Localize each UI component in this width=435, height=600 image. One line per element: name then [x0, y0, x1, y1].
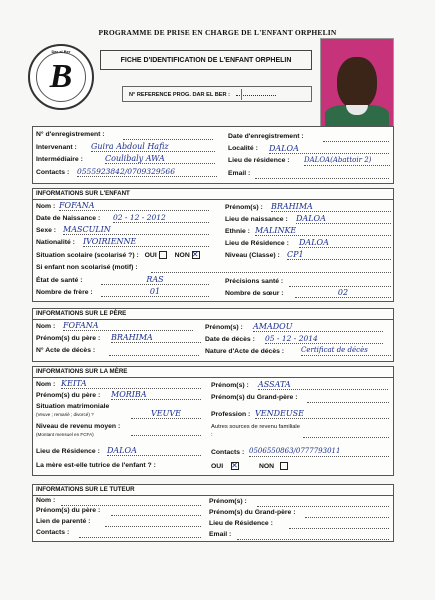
child-info-panel	[32, 188, 394, 302]
mother-revenu-hint: (Montant mensuel en FCFA)	[36, 432, 94, 437]
reference-box	[122, 86, 312, 102]
scolarise-non-label: NON	[174, 251, 190, 259]
child-residence-label: Lieu de Résidence :	[225, 240, 289, 247]
child-soeurs-value[interactable]: 02	[295, 288, 391, 298]
mother-profession-value[interactable]: VENDEUSE	[255, 409, 389, 419]
mother-info-panel	[32, 366, 394, 476]
father-nature-acte-label: Nature d'Acte de décès :	[205, 348, 285, 355]
intermediaire-label: Intermédiaire :	[36, 156, 83, 163]
mother-tutrice-options	[211, 462, 288, 470]
guardian-parente-label: Lien de parenté :	[36, 518, 91, 525]
guardian-section-title: INFORMATIONS SUR LE TUTEUR	[33, 485, 393, 496]
father-info-panel	[32, 308, 394, 362]
mother-nom-value[interactable]: KEITA	[61, 379, 201, 389]
mother-prenom-pere-value[interactable]: MORIBA	[111, 390, 201, 400]
guardian-nom-label: Nom :	[36, 497, 56, 504]
scolarise-oui-label: OUI	[144, 251, 157, 259]
child-niveau-label: Niveau (Classe) :	[225, 252, 280, 259]
guardian-prenom-pere-field[interactable]	[111, 507, 201, 516]
child-dob-label: Date de Naissance :	[36, 215, 101, 222]
non-scolarise-label: Si enfant non scolarisé (motif) :	[36, 264, 138, 271]
mother-profession-label: Profession :	[211, 411, 251, 418]
child-residence-value[interactable]: DALOA	[299, 238, 391, 248]
mother-prenom-pere-label: Prénom(s) du père :	[36, 392, 101, 399]
fiche-title: FICHE D'IDENTIFICATION DE L'ENFANT ORPHELIN	[100, 50, 312, 70]
registration-panel	[32, 126, 394, 184]
father-deces-value[interactable]: 05 - 12 - 2014	[265, 334, 383, 344]
scolarise-non-check-icon: ✕	[191, 250, 199, 259]
child-prenom-value[interactable]: BRAHIMA	[271, 202, 391, 212]
mother-matrimoniale-value[interactable]: VEUVE	[131, 409, 201, 419]
child-freres-value[interactable]: 01	[101, 287, 209, 297]
lieu-residence-value[interactable]: DALOA(Abattoir 2)	[304, 156, 390, 166]
mother-revenu-label: Niveau de revenu moyen :	[36, 423, 121, 430]
father-deces-label: Date de décès :	[205, 336, 255, 343]
mother-autres-sources-field[interactable]	[303, 429, 389, 438]
scolarise-label: Situation scolaire (scolarisé ?) :	[36, 251, 139, 259]
mother-prenom-value[interactable]: ASSATA	[258, 380, 388, 390]
guardian-parente-field[interactable]	[105, 518, 201, 527]
father-prenom-label: Prénom(s) :	[205, 324, 243, 331]
guardian-prenom-field[interactable]	[257, 498, 389, 507]
localite-label: Localité :	[228, 145, 258, 152]
mother-grand-pere-field[interactable]	[307, 394, 389, 403]
tutrice-non-checkbox[interactable]	[280, 462, 288, 470]
child-sexe-value[interactable]: MASCULIN	[63, 225, 209, 235]
guardian-grand-pere-label: Prénom(s) du Grand-père :	[209, 509, 296, 516]
guardian-residence-field[interactable]	[289, 520, 389, 529]
intermediaire-value[interactable]: Coulibaly AWA	[105, 154, 215, 164]
mother-prenom-label: Prénom(s) :	[211, 382, 249, 389]
programme-title: PROGRAMME DE PRISE EN CHARGE DE L'ENFANT ORPHELIN	[98, 28, 337, 37]
num-enregistrement-label: N° d'enregistrement :	[36, 131, 105, 138]
guardian-email-field[interactable]	[237, 531, 389, 540]
scolarise-question	[36, 251, 200, 259]
mother-matrimoniale-label: Situation matrimoniale	[36, 403, 110, 410]
intervenant-value[interactable]: Guira Abdoul Hafiz	[91, 142, 215, 152]
mother-contacts-label: Contacts :	[211, 449, 245, 456]
dar-el-ber-logo	[28, 44, 94, 110]
num-enregistrement-field[interactable]	[123, 131, 213, 140]
tutrice-oui-check-icon: ✕	[231, 461, 238, 470]
guardian-grand-pere-field[interactable]	[305, 509, 389, 518]
tutrice-non-label: NON	[258, 462, 275, 470]
mother-matrimoniale-hint: (Veuve ; remarié ; divorcé) ?	[36, 412, 94, 417]
reference-divider	[241, 89, 242, 100]
child-ethnie-label: Ethnie :	[225, 228, 250, 235]
tutrice-oui-checkbox[interactable]	[231, 462, 239, 470]
child-nationalite-value[interactable]: IVOIRIENNE	[83, 237, 209, 247]
email-field[interactable]	[255, 170, 389, 179]
mother-contacts-value[interactable]: 0506550863/0777793011	[249, 447, 389, 457]
guardian-nom-field[interactable]	[61, 497, 201, 506]
child-soeurs-label: Nombre de sœur :	[225, 290, 284, 297]
father-acte-field[interactable]	[109, 347, 199, 356]
scolarise-oui-checkbox[interactable]	[159, 251, 167, 259]
child-sante-label: État de santé :	[36, 277, 83, 284]
father-prenom-value[interactable]: AMADOU	[253, 322, 383, 332]
child-photo	[320, 38, 394, 132]
guardian-contacts-field[interactable]	[79, 529, 201, 538]
child-precisions-field[interactable]	[289, 278, 391, 287]
contacts-label: Contacts :	[36, 169, 70, 176]
child-dob-value[interactable]: 02 - 12 - 2012	[113, 213, 209, 223]
mother-nom-label: Nom :	[36, 381, 56, 388]
father-nom-label: Nom :	[36, 323, 56, 330]
logo-text: Dar el Ber	[51, 49, 71, 54]
non-scolarise-field[interactable]	[151, 264, 391, 273]
father-nom-value[interactable]: FOFANA	[63, 321, 193, 331]
father-nature-acte-value[interactable]: Certificat de décès	[301, 346, 391, 356]
father-prenom-pere-value[interactable]: BRAHIMA	[111, 333, 201, 343]
guardian-contacts-label: Contacts :	[36, 529, 70, 536]
father-acte-label: N° Acte de décès :	[36, 347, 96, 354]
mother-revenu-field[interactable]	[131, 427, 201, 436]
child-lieu-naissance-label: Lieu de naissance :	[225, 216, 288, 223]
child-nom-label: Nom :	[36, 203, 56, 210]
child-niveau-value[interactable]: CP1	[287, 250, 391, 260]
child-sexe-label: Sexe :	[36, 227, 57, 234]
child-prenom-label: Prénom(s) :	[225, 204, 263, 211]
guardian-email-label: Email :	[209, 531, 232, 538]
lieu-residence-label: Lieu de résidence :	[228, 157, 290, 164]
contacts-value[interactable]: 0555923842/0709329566	[77, 167, 217, 177]
scolarise-non-checkbox[interactable]	[192, 251, 200, 259]
logo-letter: B	[49, 58, 73, 95]
guardian-prenom-label: Prénom(s) :	[209, 498, 247, 505]
child-precisions-label: Précisions santé :	[225, 278, 284, 285]
reference-label: N° REFERENCE PROG. DAR EL BER :	[129, 92, 230, 98]
child-lieu-naissance-value[interactable]: DALOA	[296, 214, 391, 224]
child-section-title: INFORMATIONS SUR L'ENFANT	[33, 189, 393, 200]
date-enregistrement-field[interactable]	[323, 133, 389, 142]
intervenant-label: Intervenant :	[36, 144, 77, 151]
guardian-residence-label: Lieu de Résidence :	[209, 520, 273, 527]
mother-residence-label: Lieu de Résidence :	[36, 448, 100, 455]
guardian-prenom-pere-label: Prénom(s) du père :	[36, 507, 101, 514]
father-prenom-pere-label: Prénom(s) du père :	[36, 335, 101, 342]
guardian-info-panel	[32, 484, 394, 542]
localite-value[interactable]: DALOA	[269, 144, 389, 154]
child-sante-value[interactable]: RAS	[101, 275, 209, 285]
mother-tutrice-label: La mère est-elle tutrice de l'enfant ? :	[36, 462, 156, 469]
mother-grand-pere-label: Prénom(s) du Grand-père :	[211, 394, 298, 401]
child-ethnie-value[interactable]: MALINKE	[255, 226, 391, 236]
child-freres-label: Nombre de frère :	[36, 289, 93, 296]
child-nationalite-label: Nationalité :	[36, 239, 75, 246]
email-label: Email :	[228, 170, 251, 177]
child-nom-value[interactable]: FOFANA	[59, 201, 209, 211]
mother-section-title: INFORMATIONS SUR LA MÈRE	[33, 367, 393, 378]
photo-face	[337, 57, 377, 109]
father-section-title: INFORMATIONS SUR LE PÈRE	[33, 309, 393, 320]
mother-residence-value[interactable]: DALOA	[107, 446, 201, 456]
mother-autres-sources-label: Autres sources de revenu familiale :	[211, 424, 300, 438]
date-enregistrement-label: Date d'enregistrement :	[228, 133, 304, 140]
tutrice-oui-label: OUI	[211, 462, 224, 470]
